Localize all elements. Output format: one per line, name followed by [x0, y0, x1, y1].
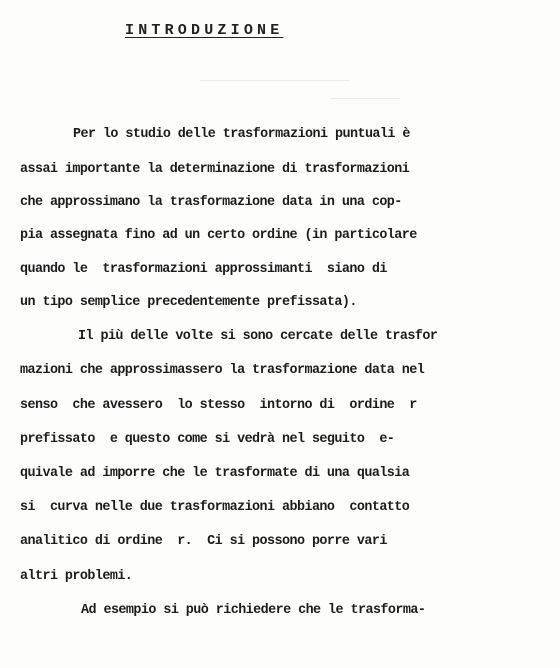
text-line-1: Per lo studio delle trasformazioni puntuali è — [73, 127, 410, 142]
text-line-7: Il più delle volte si sono cercate delle trasfor — [78, 329, 438, 344]
text-line-6: un tipo semplice precedentemente prefissata). — [20, 295, 357, 310]
text-line-5: quando le trasformazioni approssimanti siano di — [20, 262, 387, 277]
text-line-4: pia assegnata fino ad un certo ordine (in particolare — [20, 228, 417, 243]
text-line-11: quivale ad imporre che le trasformate di una qualsia — [20, 466, 410, 481]
text-line-8: mazioni che approssimassero la trasformazione data nel — [20, 363, 425, 378]
text-line-9: senso che avessero lo stesso intorno di ordine r — [20, 398, 417, 413]
text-line-15: Ad esempio si può richiedere che le trasforma- — [81, 603, 426, 618]
text-line-2: assai importante la determinazione di trasformazioni — [20, 162, 410, 177]
text-line-14: altri problemi. — [20, 569, 133, 584]
text-line-3: che approssimano la trasformazione data in una cop- — [20, 195, 402, 210]
text-line-12: si curva nelle due trasformazioni abbiano contatto — [20, 500, 410, 515]
document-title: INTRODUZIONE — [125, 22, 284, 39]
text-line-13: analitico di ordine r. Ci si possono porre vari — [20, 534, 387, 549]
text-line-10: prefissato e questo come si vedrà nel seguito e- — [20, 432, 395, 447]
faint-bleed-through — [200, 80, 350, 81]
faint-bleed-through — [330, 98, 400, 99]
